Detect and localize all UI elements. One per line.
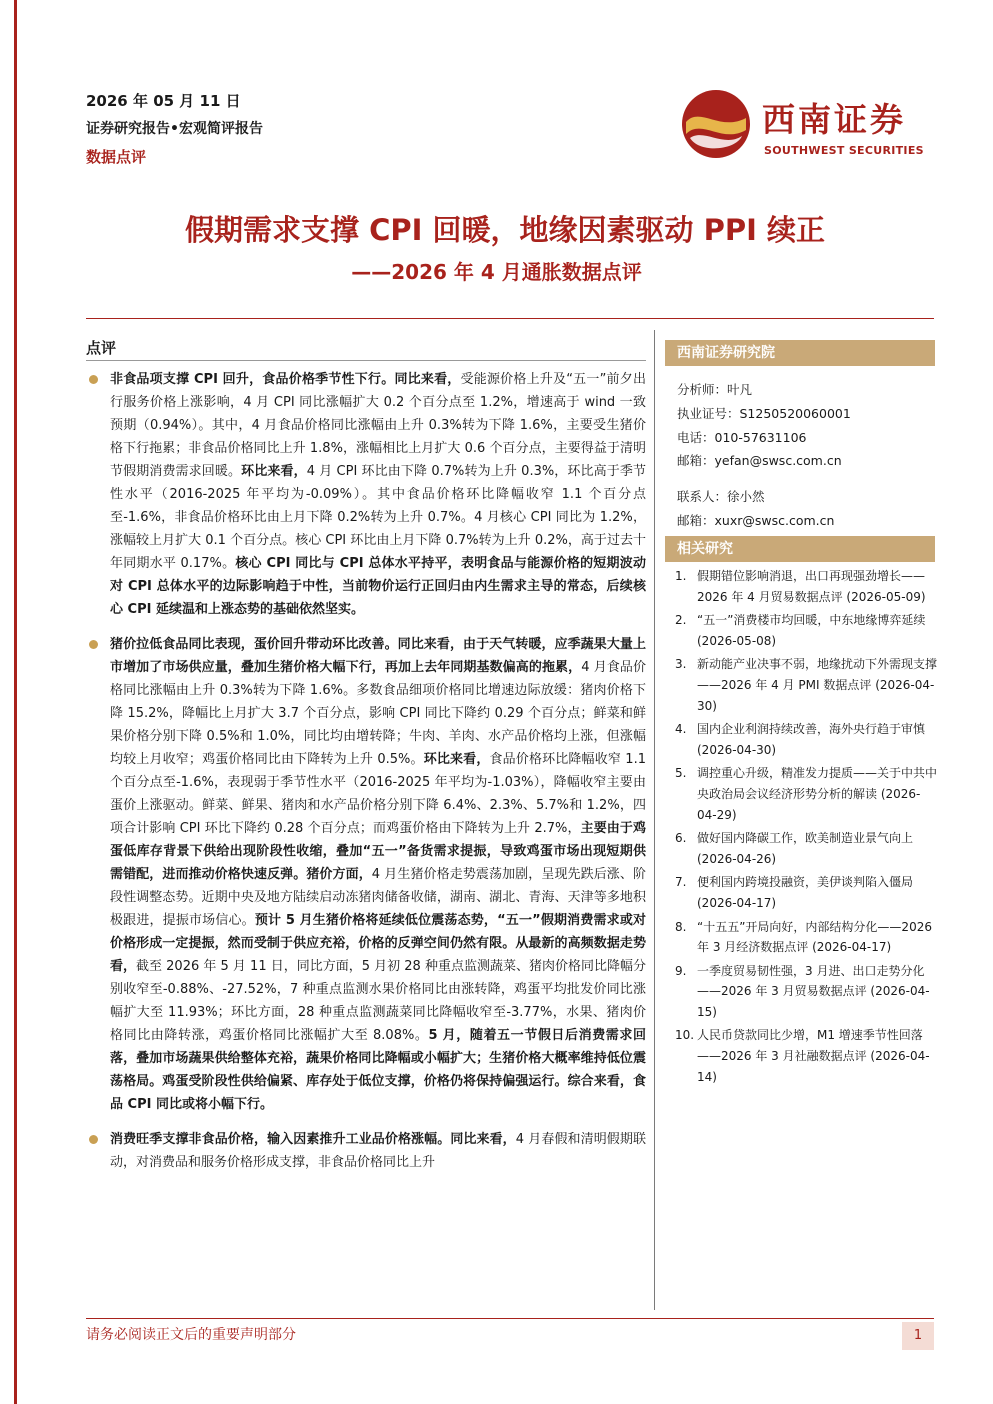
related-item[interactable]: 10. 人民币贷款同比少增，M1 增速季节性回落——2026 年 3 月社融数据点评 (2026-04-14): [675, 1028, 930, 1084]
paragraph-1: [86, 368, 646, 621]
report-subtitle: ——2026 年 4 月通胀数据点评: [351, 260, 642, 284]
related-item[interactable]: 5. 调控重心升级，精准发力提质——关于中共中央政治局会议经济形势分析的解读 (2026-04-29): [675, 766, 938, 822]
contact-email[interactable]: 邮箱：xuxr@swsc.com.cn: [677, 512, 835, 528]
logo-english-name: SOUTHWEST SECURITIES: [764, 144, 924, 157]
related-item[interactable]: 9. 一季度贸易韧性强，3 月进、出口走势分化——2026 年 3 月贸易数据点评 (2026-04-15): [675, 963, 930, 1019]
paragraph-conclusion: 核心 CPI 同比与 CPI 总体水平持平，表明食品与能源价格的短期波动对 CPI 总体水平的边际影响趋于中性，当前物价运行正回归由内生需求主导的常态，后续核心 CPI 延续温和上涨态势的基础依然坚实。: [110, 556, 646, 617]
paragraph-emphasis: 主要由于鸡蛋低库存背景下供给出现阶段性收缩，叠加“五一”备货需求提振，导致鸡蛋市场出现短期供需错配，进而推动价格快速反弹。猪价方面，: [110, 821, 646, 882]
institute-title: 西南证券研究院: [665, 340, 935, 366]
paragraph-body: 食品价格环比降幅收窄 1.1 个百分点至-1.6%，表现弱于季节性水平（2016-2025 年平均为-1.03%），降幅收窄主要由蛋价上涨驱动。鲜菜、鲜果、猪肉和水产品价格分别下降 6.4%、2.3%、5.7%和 1.2%，四项合计影响 CPI 环比下降约 0.28 个百分点；而鸡蛋价格由下降转为上升 2.7%，: [110, 752, 646, 836]
contact-name: 联系人：徐小然: [677, 489, 765, 505]
header-divider: [86, 318, 934, 319]
report-section: 数据点评: [86, 148, 147, 166]
paragraph-emphasis: 预计 5 月生猪价格将延续低位震荡态势，“五一”假期消费需求或对价格形成一定提振，然而受制于供应充裕，价格的反弹空间仍然有限。从最新的高频数据走势看，: [110, 913, 646, 974]
paragraph-body: 4 月生猪价格走势震荡加剧，呈现先跌后涨、阶段性调整态势。近期中央及地方陆续启动冻猪肉储备收储，湖南、湖北、青海、天津等多地积极跟进，提振市场信心。: [110, 867, 646, 928]
analyst-info: [677, 378, 935, 533]
related-list: [675, 566, 937, 1090]
analyst-email[interactable]: 邮箱：yefan@swsc.com.cn: [677, 453, 842, 469]
related-item[interactable]: 4. 国内企业利润持续改善，海外央行趋于审慎 (2026-04-30): [675, 722, 926, 757]
paragraph-body: 4 月食品价格同比涨幅由上升 0.3%转为下降 1.6%。多数食品细项价格同比增速边际放缓：猪肉价格下降 15.2%，降幅比上月扩大 3.7 个百分点，影响 CPI 同比下降约 0.29 个百分点；鲜菜和鲜果价格分别下降 0.5%和 1.0%，同比均由增转降；牛肉、羊肉、水产品价格均上涨，但涨幅均较上月收窄；鸡蛋价格同比由下降转为上升 0.5%。: [110, 660, 646, 767]
related-item[interactable]: 8. “十五五”开局向好，内部结构分化——2026 年 3 月经济数据点评 (2026-04-17): [675, 919, 932, 955]
related-item[interactable]: 3. 新动能产业决事不弱，地缘扰动下外需现支撑——2026 年 4 月 PMI 数据点评 (2026-04-30): [675, 657, 938, 713]
report-date: 2026 年 05 月 11 日: [86, 92, 241, 110]
report-title: 假期需求支撑 CPI 回暖，地缘因素驱动 PPI 续正: [184, 213, 825, 247]
analyst-phone: 电话：010-57631106: [677, 429, 807, 445]
paragraph-lead: 消费旺季支撑非食品价格，输入因素推升工业品价格涨幅。同比来看，: [110, 1132, 516, 1147]
related-panel: [665, 536, 935, 562]
report-type: 证券研究报告•宏观简评报告: [86, 121, 263, 137]
paragraph-conclusion: 5 月，随着五一节假日后消费需求回落，叠加市场蔬果供给整体充裕，蔬果价格同比降幅或小幅扩大；生猪价格大概率维持低位震荡格局。鸡蛋受阶段性供给偏紧、库存处于低位支撑，价格仍将保持偏强运行。综合来看，食品 CPI 同比或将小幅下行。: [110, 1028, 646, 1112]
paragraph-lead: 猪价拉低食品同比表现，蛋价回升带动环比改善。同比来看，由于天气转暖，应季蔬果大量上市增加了市场供应量，叠加生猪价格大幅下行，再加上去年同期基数偏高的拖累，: [110, 637, 646, 675]
paragraph-2: [86, 633, 646, 1116]
analyst-license: 执业证号：S1250520060001: [677, 405, 851, 421]
company-logo: [680, 88, 925, 160]
comment-section-rule: [86, 360, 646, 361]
analyst-name: 分析师：叶凡: [677, 382, 753, 397]
logo-emblem-icon: [680, 88, 752, 160]
paragraph-body: 截至 2026 年 5 月 11 日，同比方面，5 月初 28 种重点监测蔬菜、猪肉价格同比降幅分别收窄至-0.88%、-27.52%，7 种重点监测水果价格同比由涨转降，鸡蛋平均批发价同比涨幅扩大至 11.93%；环比方面，28 种重点监测蔬菜同比降幅收窄至-3.77%，水果、猪肉价格同比由降转涨，鸡蛋价格同比涨幅扩大至 8.08%。: [110, 959, 646, 1043]
paragraph-lead: 环比来看，: [423, 752, 490, 767]
column-divider: [654, 330, 655, 1310]
comment-section-title: 点评: [86, 339, 117, 357]
main-content: [86, 368, 646, 1186]
bullet-icon: [89, 375, 98, 384]
related-item[interactable]: 7. 便利国内跨境投融资，美伊谈判陷入僵局 (2026-04-17): [675, 875, 914, 910]
footer-divider: [86, 1318, 934, 1319]
related-item[interactable]: 6. 做好国内降碳工作，欧美制造业景气向上 (2026-04-26): [675, 831, 914, 866]
page-number: 1: [902, 1322, 934, 1350]
related-item[interactable]: 2. “五一”消费楼市均回暖，中东地缘博弈延续 (2026-05-08): [675, 613, 926, 648]
institute-panel: [665, 340, 935, 366]
bullet-icon: [89, 1135, 98, 1144]
related-title: 相关研究: [665, 536, 935, 562]
paragraph-lead: 环比来看，: [241, 464, 307, 479]
bullet-icon: [89, 640, 98, 649]
paragraph-body: 4 月 CPI 环比由下降 0.7%转为上升 0.3%，环比高于季节性水平（2016-2025 年平均为-0.09%）。其中食品价格环比降幅收窄 1.1 个百分点至-1.6%，非食品价格环比由上月下降 0.2%转为上升 0.7%。4 月核心 CPI 同比为 1.2%，涨幅较上月扩大 0.1 个百分点。核心 CPI 环比由上月下降 0.7%转为上升 0.2%，高于过去十年同期水平 0.17%。: [110, 464, 646, 571]
footer-disclaimer: 请务必阅读正文后的重要声明部分: [86, 1327, 296, 1343]
paragraph-3: [86, 1128, 646, 1174]
paragraph-body: 4 月春假和清明假期联动，对消费品和服务价格形成支撑，非食品价格同比上升: [110, 1132, 646, 1170]
paragraph-body: 受能源价格上升及“五一”前夕出行服务价格上涨影响，4 月 CPI 同比涨幅扩大 0.2 个百分点至 1.2%，增速高于 wind 一致预期（0.94%）。其中，4 月食品价格同比涨幅由上升 0.3%转为下降 1.6%，主要受生猪价格下行拖累；非食品价格同比上升 1.8%，涨幅相比上月扩大 0.6 个百分点，主要得益于清明节假期消费需求回暖。: [110, 372, 646, 479]
related-item[interactable]: 1. 假期错位影响消退，出口再现强劲增长——2026 年 4 月贸易数据点评 (2026-05-09): [675, 569, 926, 604]
paragraph-lead: 非食品项支撑 CPI 回升，食品价格季节性下行。同比来看，: [110, 372, 461, 387]
logo-chinese-name: 西南证券: [762, 100, 906, 139]
